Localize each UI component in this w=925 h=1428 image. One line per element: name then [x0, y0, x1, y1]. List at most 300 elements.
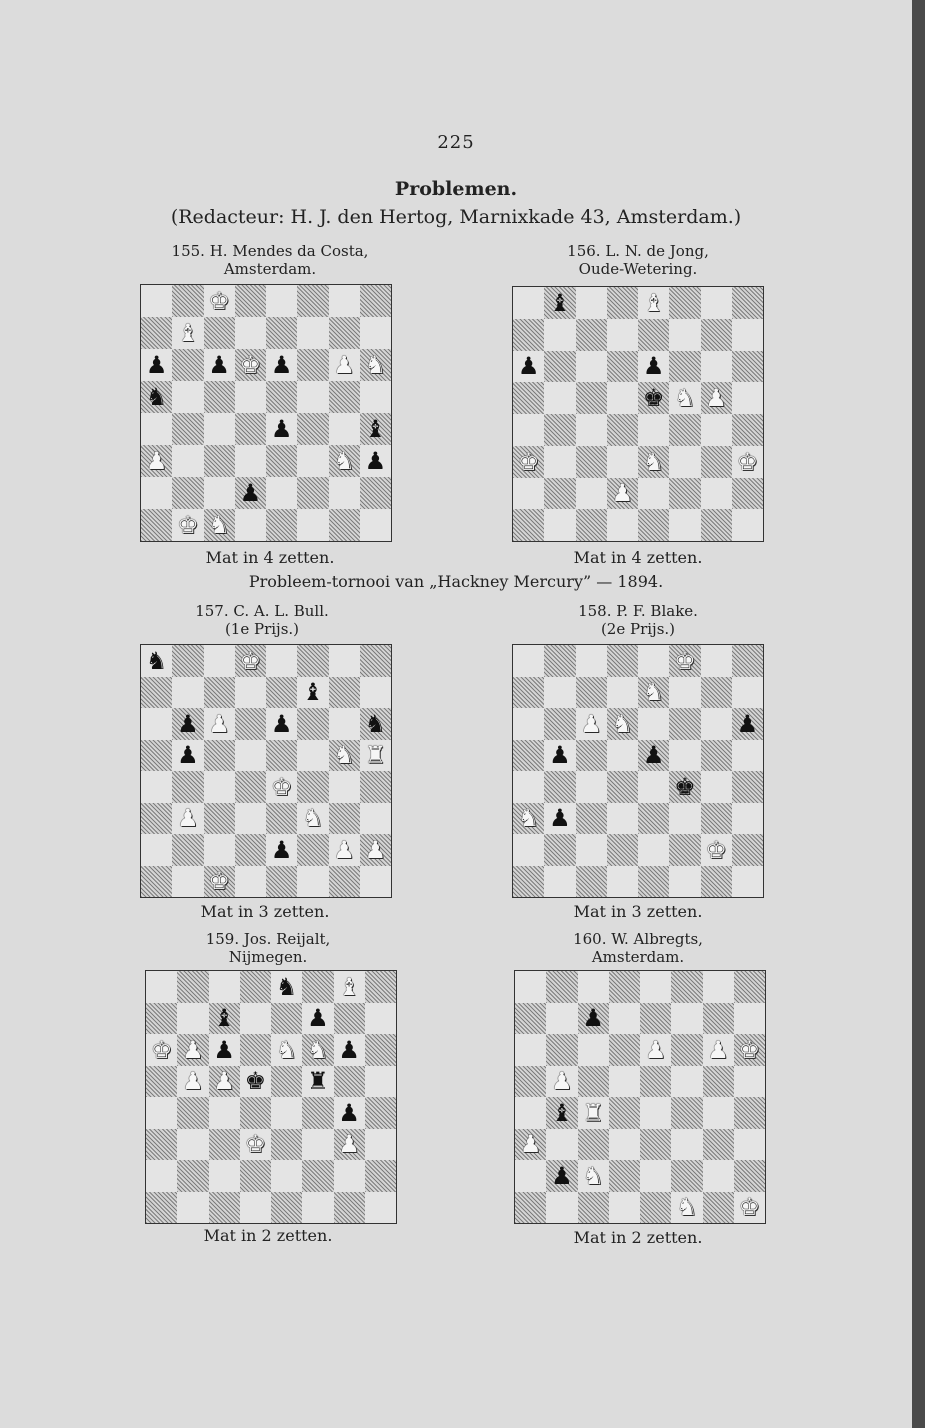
black-knight-icon: ♞ [275, 972, 298, 1001]
board-square-f5 [671, 1066, 702, 1098]
board-square-h7 [360, 677, 391, 709]
black-pawn-icon: ♟ [582, 1004, 604, 1033]
board-square-c4 [204, 413, 235, 445]
problem-stipulation: Mat in 2 zetten. [573, 1228, 703, 1247]
board-square-h5 [732, 740, 763, 772]
board-square-h8 [365, 971, 396, 1003]
board-square-a1 [146, 1192, 177, 1224]
board-square-b4 [544, 771, 575, 803]
board-square-h1 [732, 509, 763, 541]
white-knight-icon: ♞ [582, 1161, 604, 1190]
board-square-g5 [334, 1066, 365, 1098]
board-square-a7 [513, 677, 544, 709]
board-square-h4 [360, 413, 391, 445]
board-square-e7 [638, 319, 669, 351]
black-pawn-icon: ♟ [307, 1004, 329, 1033]
board-square-f4 [669, 414, 700, 446]
board-square-e3 [638, 803, 669, 835]
board-square-d2 [240, 1160, 271, 1192]
board-square-d7 [235, 677, 266, 709]
white-pawn-icon: ♟ [182, 1067, 204, 1096]
black-pawn-icon: ♟ [549, 804, 571, 833]
board-square-b8 [172, 285, 203, 317]
white-king-icon: ♚ [674, 646, 696, 675]
board-square-f2 [302, 1160, 333, 1192]
black-pawn-icon: ♟ [270, 835, 293, 864]
board-square-h1 [365, 1192, 396, 1224]
board-square-f7 [669, 677, 700, 709]
board-square-e7 [640, 1003, 671, 1035]
problem-caption [488, 602, 788, 638]
board-square-c1 [576, 509, 607, 541]
board-square-d5 [240, 1066, 271, 1098]
board-square-c7 [578, 1003, 609, 1035]
board-square-g6 [329, 349, 360, 381]
board-square-c3 [576, 803, 607, 835]
board-square-a5 [513, 740, 544, 772]
board-square-c1 [576, 866, 607, 898]
board-square-b8 [544, 645, 575, 677]
board-square-h4 [732, 771, 763, 803]
board-square-g8 [329, 645, 360, 677]
board-square-g7 [329, 317, 360, 349]
black-knight-icon: ♞ [364, 709, 387, 738]
problem-place: (2e Prijs.) [600, 620, 676, 638]
board-square-g3 [701, 446, 732, 478]
board-square-e7 [638, 677, 669, 709]
board-square-b1 [177, 1192, 208, 1224]
board-square-b7 [177, 1003, 208, 1035]
board-square-h2 [360, 477, 391, 509]
board-square-a8 [513, 287, 544, 319]
board-square-g8 [701, 287, 732, 319]
board-square-d3 [235, 445, 266, 477]
board-square-g6 [329, 708, 360, 740]
white-rook-icon: ♜ [364, 741, 387, 770]
board-square-f2 [671, 1160, 702, 1192]
board-square-a3 [146, 1129, 177, 1161]
board-square-e4 [271, 1097, 302, 1129]
board-square-h1 [360, 866, 391, 898]
board-square-c2 [204, 477, 235, 509]
board-square-g3 [701, 803, 732, 835]
board-square-f7 [302, 1003, 333, 1035]
white-pawn-icon: ♟ [705, 384, 727, 413]
white-pawn-icon: ♟ [551, 1067, 573, 1096]
board-square-e1 [266, 866, 297, 898]
board-square-b1 [544, 509, 575, 541]
board-square-b1 [544, 866, 575, 898]
board-square-h7 [360, 317, 391, 349]
board-square-h3 [732, 803, 763, 835]
chess-board [512, 286, 764, 542]
board-square-f8 [669, 645, 700, 677]
board-square-b3 [544, 446, 575, 478]
board-square-d6 [607, 708, 638, 740]
board-square-h5 [360, 740, 391, 772]
board-square-f2 [669, 834, 700, 866]
board-square-d7 [609, 1003, 640, 1035]
board-square-d2 [235, 834, 266, 866]
board-square-d8 [609, 971, 640, 1003]
chess-board [145, 970, 397, 1224]
chess-board [140, 284, 392, 542]
board-square-h4 [365, 1097, 396, 1129]
board-square-e8 [271, 971, 302, 1003]
board-square-e2 [638, 478, 669, 510]
board-square-d2 [609, 1160, 640, 1192]
board-square-f3 [671, 1129, 702, 1161]
problem-place: Oude-Wetering. [578, 260, 698, 278]
board-square-b2 [544, 478, 575, 510]
board-square-h4 [360, 771, 391, 803]
board-square-d4 [607, 771, 638, 803]
board-square-f7 [297, 677, 328, 709]
black-king-icon: ♚ [674, 772, 696, 801]
board-square-d4 [609, 1097, 640, 1129]
board-square-g6 [334, 1034, 365, 1066]
board-square-c2 [204, 834, 235, 866]
board-square-h1 [732, 866, 763, 898]
board-square-a5 [515, 1066, 546, 1098]
white-king-icon: ♚ [177, 511, 199, 539]
black-pawn-icon: ♟ [338, 1098, 360, 1127]
board-square-g5 [701, 382, 732, 414]
board-square-a1 [513, 866, 544, 898]
board-square-d1 [609, 1192, 640, 1224]
board-square-c8 [578, 971, 609, 1003]
page-number: 225 [437, 132, 475, 153]
black-pawn-icon: ♟ [364, 447, 387, 475]
board-square-f7 [671, 1003, 702, 1035]
problem-stipulation: Mat in 3 zetten. [200, 902, 330, 921]
board-square-g3 [329, 445, 360, 477]
board-square-c4 [576, 414, 607, 446]
board-square-g1 [701, 866, 732, 898]
board-square-e3 [266, 445, 297, 477]
board-square-g7 [703, 1003, 734, 1035]
problem-author: 157. C. A. L. Bull. [195, 602, 329, 620]
problem-caption [118, 930, 418, 966]
problem-author: 160. W. Albregts, [573, 930, 703, 948]
white-king-icon: ♚ [736, 447, 759, 476]
black-knight-icon: ♞ [145, 383, 168, 411]
board-square-b7 [544, 677, 575, 709]
board-square-a2 [141, 477, 172, 509]
board-square-e7 [271, 1003, 302, 1035]
board-square-b5 [546, 1066, 577, 1098]
problem-stipulation: Mat in 4 zetten. [573, 548, 703, 567]
white-knight-icon: ♞ [364, 351, 387, 379]
board-square-h5 [365, 1066, 396, 1098]
chess-board [140, 644, 392, 898]
problem-author: 156. L. N. de Jong, [567, 242, 709, 260]
board-square-f8 [671, 971, 702, 1003]
board-square-g2 [701, 834, 732, 866]
board-square-e2 [638, 834, 669, 866]
board-square-b4 [544, 414, 575, 446]
board-square-h7 [732, 677, 763, 709]
board-square-g4 [329, 413, 360, 445]
board-square-b4 [546, 1097, 577, 1129]
board-square-g6 [701, 351, 732, 383]
board-square-f5 [669, 740, 700, 772]
board-square-c2 [576, 834, 607, 866]
board-square-f3 [669, 446, 700, 478]
problem-caption [488, 242, 788, 278]
board-square-f1 [671, 1192, 702, 1224]
board-square-d1 [235, 866, 266, 898]
board-square-h6 [365, 1034, 396, 1066]
board-square-f6 [302, 1034, 333, 1066]
board-square-e1 [266, 509, 297, 541]
board-square-h6 [360, 349, 391, 381]
board-square-a3 [513, 803, 544, 835]
board-square-a7 [141, 317, 172, 349]
board-square-d5 [235, 740, 266, 772]
board-square-b6 [172, 349, 203, 381]
board-square-c5 [209, 1066, 240, 1098]
board-square-d8 [607, 287, 638, 319]
board-square-f1 [297, 509, 328, 541]
board-square-c3 [204, 445, 235, 477]
black-pawn-icon: ♟ [213, 1035, 235, 1064]
board-square-a4 [141, 771, 172, 803]
board-square-e1 [638, 509, 669, 541]
problem-place: (1e Prijs.) [224, 620, 300, 638]
problem-place: Amsterdam. [591, 948, 685, 966]
board-square-a7 [146, 1003, 177, 1035]
board-square-b7 [546, 1003, 577, 1035]
board-square-g5 [329, 740, 360, 772]
black-pawn-icon: ♟ [239, 479, 262, 507]
board-square-a2 [515, 1160, 546, 1192]
board-square-g5 [701, 740, 732, 772]
board-square-d5 [235, 381, 266, 413]
white-king-icon: ♚ [208, 287, 230, 315]
board-square-e3 [266, 803, 297, 835]
board-square-c6 [576, 351, 607, 383]
board-square-f1 [297, 866, 328, 898]
white-knight-icon: ♞ [676, 1193, 698, 1222]
board-square-b5 [172, 381, 203, 413]
board-square-h3 [732, 446, 763, 478]
board-square-e4 [640, 1097, 671, 1129]
board-square-f4 [671, 1097, 702, 1129]
board-square-h1 [360, 509, 391, 541]
white-king-icon: ♚ [517, 447, 540, 476]
board-square-f1 [669, 866, 700, 898]
board-square-d5 [607, 382, 638, 414]
board-square-a4 [146, 1097, 177, 1129]
board-square-d6 [609, 1034, 640, 1066]
board-square-c2 [209, 1160, 240, 1192]
board-square-b6 [177, 1034, 208, 1066]
board-square-e6 [266, 708, 297, 740]
board-square-f8 [669, 287, 700, 319]
white-pawn-icon: ♟ [707, 1035, 729, 1064]
board-square-f6 [669, 351, 700, 383]
board-square-c7 [576, 319, 607, 351]
board-square-b3 [172, 445, 203, 477]
white-knight-icon: ♞ [611, 709, 634, 738]
board-square-d6 [235, 708, 266, 740]
white-bishop-icon: ♝ [338, 972, 360, 1001]
board-square-b6 [546, 1034, 577, 1066]
board-square-b4 [172, 771, 203, 803]
black-pawn-icon: ♟ [517, 352, 540, 381]
problem-author: 158. P. F. Blake. [578, 602, 698, 620]
white-king-icon: ♚ [738, 1035, 761, 1064]
board-square-c6 [576, 708, 607, 740]
white-king-icon: ♚ [244, 1130, 267, 1159]
white-knight-icon: ♞ [642, 447, 665, 476]
board-square-a6 [141, 349, 172, 381]
black-pawn-icon: ♟ [270, 709, 293, 738]
white-pawn-icon: ♟ [519, 1130, 542, 1159]
white-pawn-icon: ♟ [338, 1130, 360, 1159]
board-square-h3 [734, 1129, 765, 1161]
board-square-c5 [204, 740, 235, 772]
problem-place: Amsterdam. [223, 260, 317, 278]
board-square-a5 [141, 381, 172, 413]
page-heading: Problemen. [394, 178, 518, 200]
board-square-d3 [240, 1129, 271, 1161]
board-square-d8 [240, 971, 271, 1003]
board-square-h3 [360, 445, 391, 477]
board-square-e3 [271, 1129, 302, 1161]
board-square-h2 [732, 834, 763, 866]
board-square-e8 [266, 285, 297, 317]
board-square-g2 [701, 478, 732, 510]
board-square-b6 [544, 708, 575, 740]
white-knight-icon: ♞ [307, 1035, 329, 1064]
editor-line: (Redacteur: H. J. den Hertog, Marnixkade 43, Amsterdam.) [170, 206, 742, 228]
black-pawn-icon: ♟ [736, 709, 759, 738]
board-square-c5 [576, 740, 607, 772]
board-square-e4 [638, 771, 669, 803]
black-pawn-icon: ♟ [642, 741, 665, 770]
board-square-d4 [240, 1097, 271, 1129]
board-square-f1 [302, 1192, 333, 1224]
board-square-a5 [513, 382, 544, 414]
white-knight-icon: ♞ [208, 511, 230, 539]
board-square-e2 [266, 834, 297, 866]
board-square-g8 [701, 645, 732, 677]
board-square-e8 [640, 971, 671, 1003]
board-square-f6 [297, 708, 328, 740]
board-square-d5 [607, 740, 638, 772]
board-square-h2 [734, 1160, 765, 1192]
problem-stipulation: Mat in 2 zetten. [203, 1226, 333, 1245]
board-square-d4 [607, 414, 638, 446]
board-square-d1 [240, 1192, 271, 1224]
board-square-d6 [235, 349, 266, 381]
board-square-d3 [607, 446, 638, 478]
board-square-b8 [172, 645, 203, 677]
black-pawn-icon: ♟ [642, 352, 665, 381]
board-square-c4 [209, 1097, 240, 1129]
board-square-a8 [141, 285, 172, 317]
board-square-a1 [141, 866, 172, 898]
board-square-c2 [578, 1160, 609, 1192]
board-square-b3 [546, 1129, 577, 1161]
board-square-a6 [515, 1034, 546, 1066]
board-square-e4 [266, 413, 297, 445]
board-square-e5 [271, 1066, 302, 1098]
board-square-d1 [607, 509, 638, 541]
board-square-b3 [172, 803, 203, 835]
board-square-h8 [732, 645, 763, 677]
board-square-a3 [513, 446, 544, 478]
white-knight-icon: ♞ [275, 1035, 298, 1064]
board-square-e1 [640, 1192, 671, 1224]
board-square-f3 [302, 1129, 333, 1161]
board-square-f4 [669, 771, 700, 803]
board-square-e2 [640, 1160, 671, 1192]
board-square-a2 [146, 1160, 177, 1192]
white-king-icon: ♚ [705, 835, 727, 864]
chess-board [512, 644, 764, 898]
board-square-e5 [640, 1066, 671, 1098]
board-square-a3 [515, 1129, 546, 1161]
board-square-a4 [515, 1097, 546, 1129]
board-square-c4 [576, 771, 607, 803]
board-square-a6 [513, 708, 544, 740]
board-square-e2 [266, 477, 297, 509]
board-square-c8 [209, 971, 240, 1003]
board-square-a5 [146, 1066, 177, 1098]
board-square-g3 [334, 1129, 365, 1161]
board-square-c6 [209, 1034, 240, 1066]
board-square-f5 [302, 1066, 333, 1098]
board-square-g7 [701, 677, 732, 709]
white-king-icon: ♚ [239, 646, 262, 675]
board-square-h4 [732, 414, 763, 446]
board-square-g1 [334, 1192, 365, 1224]
black-pawn-icon: ♟ [177, 741, 199, 770]
board-square-h7 [732, 319, 763, 351]
board-square-h8 [732, 287, 763, 319]
board-square-g4 [701, 771, 732, 803]
board-square-f2 [297, 834, 328, 866]
white-knight-icon: ♞ [333, 447, 355, 475]
black-king-icon: ♚ [244, 1067, 267, 1096]
board-square-e5 [638, 382, 669, 414]
board-square-h6 [734, 1034, 765, 1066]
problem-caption [120, 242, 420, 278]
board-square-h4 [734, 1097, 765, 1129]
board-square-h3 [365, 1129, 396, 1161]
problem-stipulation: Mat in 4 zetten. [205, 548, 335, 567]
board-square-c5 [204, 381, 235, 413]
board-square-a7 [515, 1003, 546, 1035]
board-square-b4 [172, 413, 203, 445]
board-square-b6 [544, 351, 575, 383]
board-square-d7 [607, 319, 638, 351]
board-square-e3 [640, 1129, 671, 1161]
board-square-e5 [266, 740, 297, 772]
board-square-f4 [297, 413, 328, 445]
black-pawn-icon: ♟ [270, 351, 293, 379]
book-spine-shadow [912, 0, 925, 1428]
black-bishop-icon: ♝ [213, 1004, 235, 1033]
board-square-a1 [513, 509, 544, 541]
board-square-d2 [235, 477, 266, 509]
white-pawn-icon: ♟ [177, 804, 199, 833]
white-king-icon: ♚ [239, 351, 262, 379]
board-square-a5 [141, 740, 172, 772]
